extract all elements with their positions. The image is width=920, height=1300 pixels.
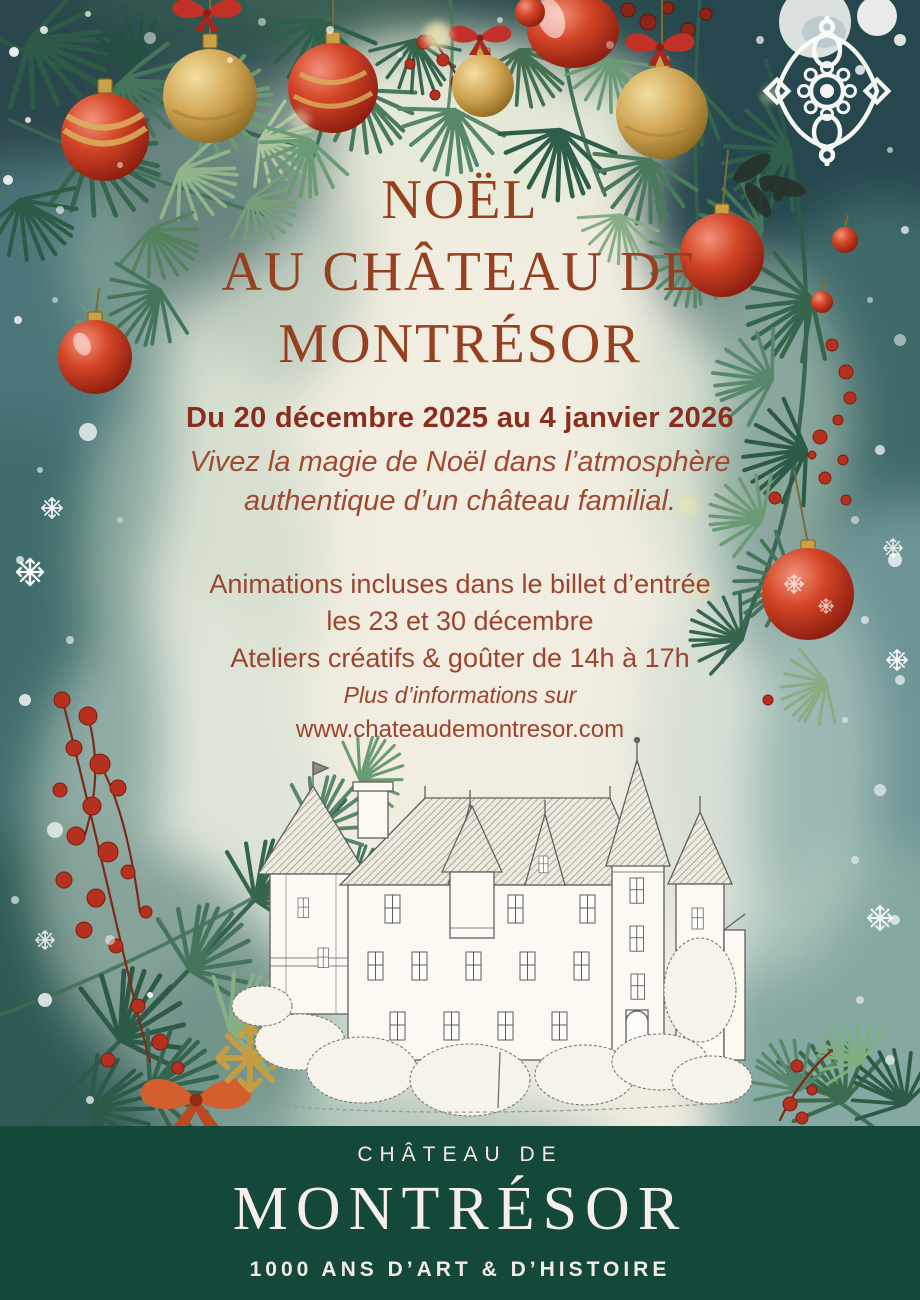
chateau-rosette-logo-icon xyxy=(757,16,897,166)
brand-top-label: CHÂTEAU DE xyxy=(357,1143,563,1166)
event-details-block xyxy=(0,566,920,746)
details-line-1: Animations incluses dans le billet d’entrée xyxy=(209,569,711,599)
date-block xyxy=(0,402,920,521)
title-line-1: NOËL xyxy=(381,169,539,231)
gold-bauble-icon xyxy=(163,49,257,143)
title-line-2: AU CHÂTEAU DE xyxy=(221,241,699,303)
gold-bauble-icon xyxy=(616,67,708,159)
poster-title xyxy=(0,164,920,380)
more-info-label: Plus d’informations sur xyxy=(343,682,577,708)
brand-name: MONTRÉSOR xyxy=(232,1175,688,1243)
footer-brand-band xyxy=(0,1126,920,1300)
date-range: Du 20 décembre 2025 au 4 janvier 2026 xyxy=(186,402,734,434)
website-url: www.chateaudemontresor.com xyxy=(295,716,625,743)
tagline-line-2: authentique d’un château familial. xyxy=(243,485,677,517)
tagline-line-1: Vivez la magie de Noël dans l’atmosphère xyxy=(189,446,731,478)
title-line-3: MONTRÉSOR xyxy=(278,313,642,375)
details-line-3: Ateliers créatifs & goûter de 14h à 17h xyxy=(230,643,690,673)
gold-bauble-icon xyxy=(452,55,514,117)
details-line-2: les 23 et 30 décembre xyxy=(326,606,594,636)
brand-tagline: 1000 ANS D’ART & D’HISTOIRE xyxy=(249,1258,671,1281)
